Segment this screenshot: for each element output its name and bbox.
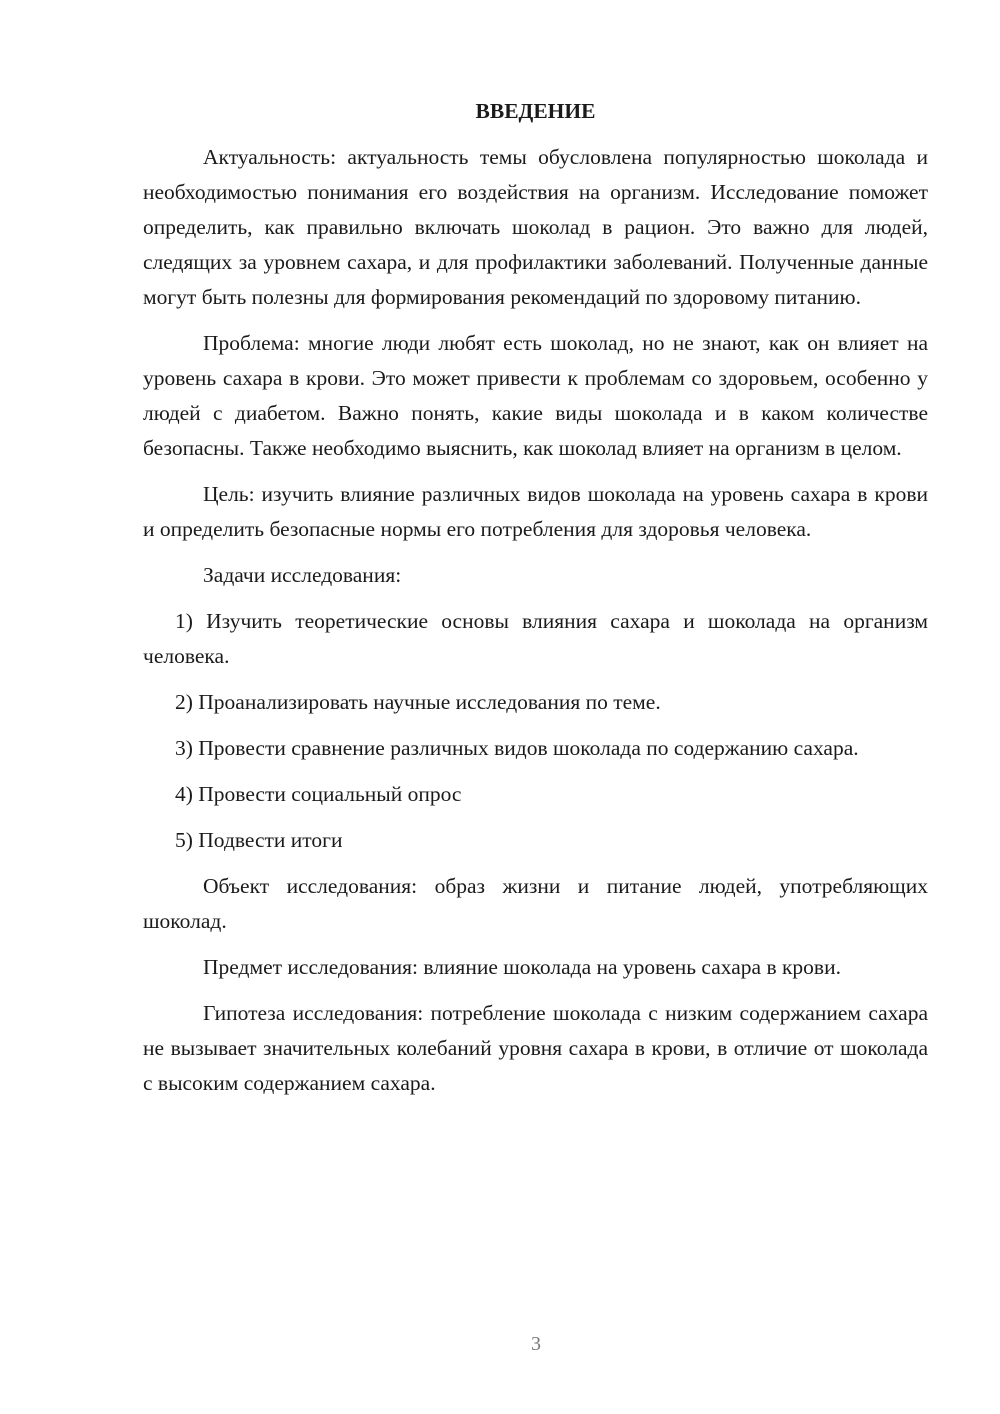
task-item: 3) Провести сравнение различных видов шоколада по содержанию сахара. — [175, 736, 859, 760]
page-body — [143, 95, 928, 1112]
task-item: 2) Проанализировать научные исследования по теме. — [175, 690, 661, 714]
object-paragraph: Объект исследования: образ жизни и питание людей, употребляющих шоколад. — [143, 874, 928, 933]
page-number: 3 — [531, 1333, 541, 1355]
section-heading: ВВЕДЕНИЕ — [475, 99, 596, 123]
tasks-title: Задачи исследования: — [203, 563, 402, 587]
relevance-paragraph: Актуальность: актуальность темы обусловлена популярностью шоколада и необходимостью понимания его воздействия на организм. Исследование поможет определить, как правильно включать шоколад в рацион. Это важно для людей, следящих за уровнем сахара, и для профилактики заболеваний. Полученные данные могут быть полезны для формирования рекомендаций по здоровому питанию. — [143, 145, 928, 309]
subject-paragraph: Предмет исследования: влияние шоколада на уровень сахара в крови. — [203, 955, 841, 979]
task-item: 5) Подвести итоги — [175, 828, 343, 852]
task-item: 4) Провести социальный опрос — [175, 782, 462, 806]
hypothesis-paragraph: Гипотеза исследования: потребление шоколада с низким содержанием сахара не вызывает значительных колебаний уровня сахара в крови, в отличие от шоколада с высоким содержанием сахара. — [143, 1001, 928, 1095]
tasks-list — [143, 604, 928, 858]
task-item: 1) Изучить теоретические основы влияния сахара и шоколада на организм человека. — [143, 609, 928, 668]
problem-paragraph: Проблема: многие люди любят есть шоколад, но не знают, как он влияет на уровень сахара в крови. Это может привести к проблемам со здоровьем, особенно у людей с диабетом. Важно понять, какие виды шоколада и в каком количестве безопасны. Также необходимо выяснить, как шоколад влияет на организм в целом. — [143, 331, 928, 460]
goal-paragraph: Цель: изучить влияние различных видов шоколада на уровень сахара в крови и определить безопасные нормы его потребления для здоровья человека. — [143, 482, 928, 541]
